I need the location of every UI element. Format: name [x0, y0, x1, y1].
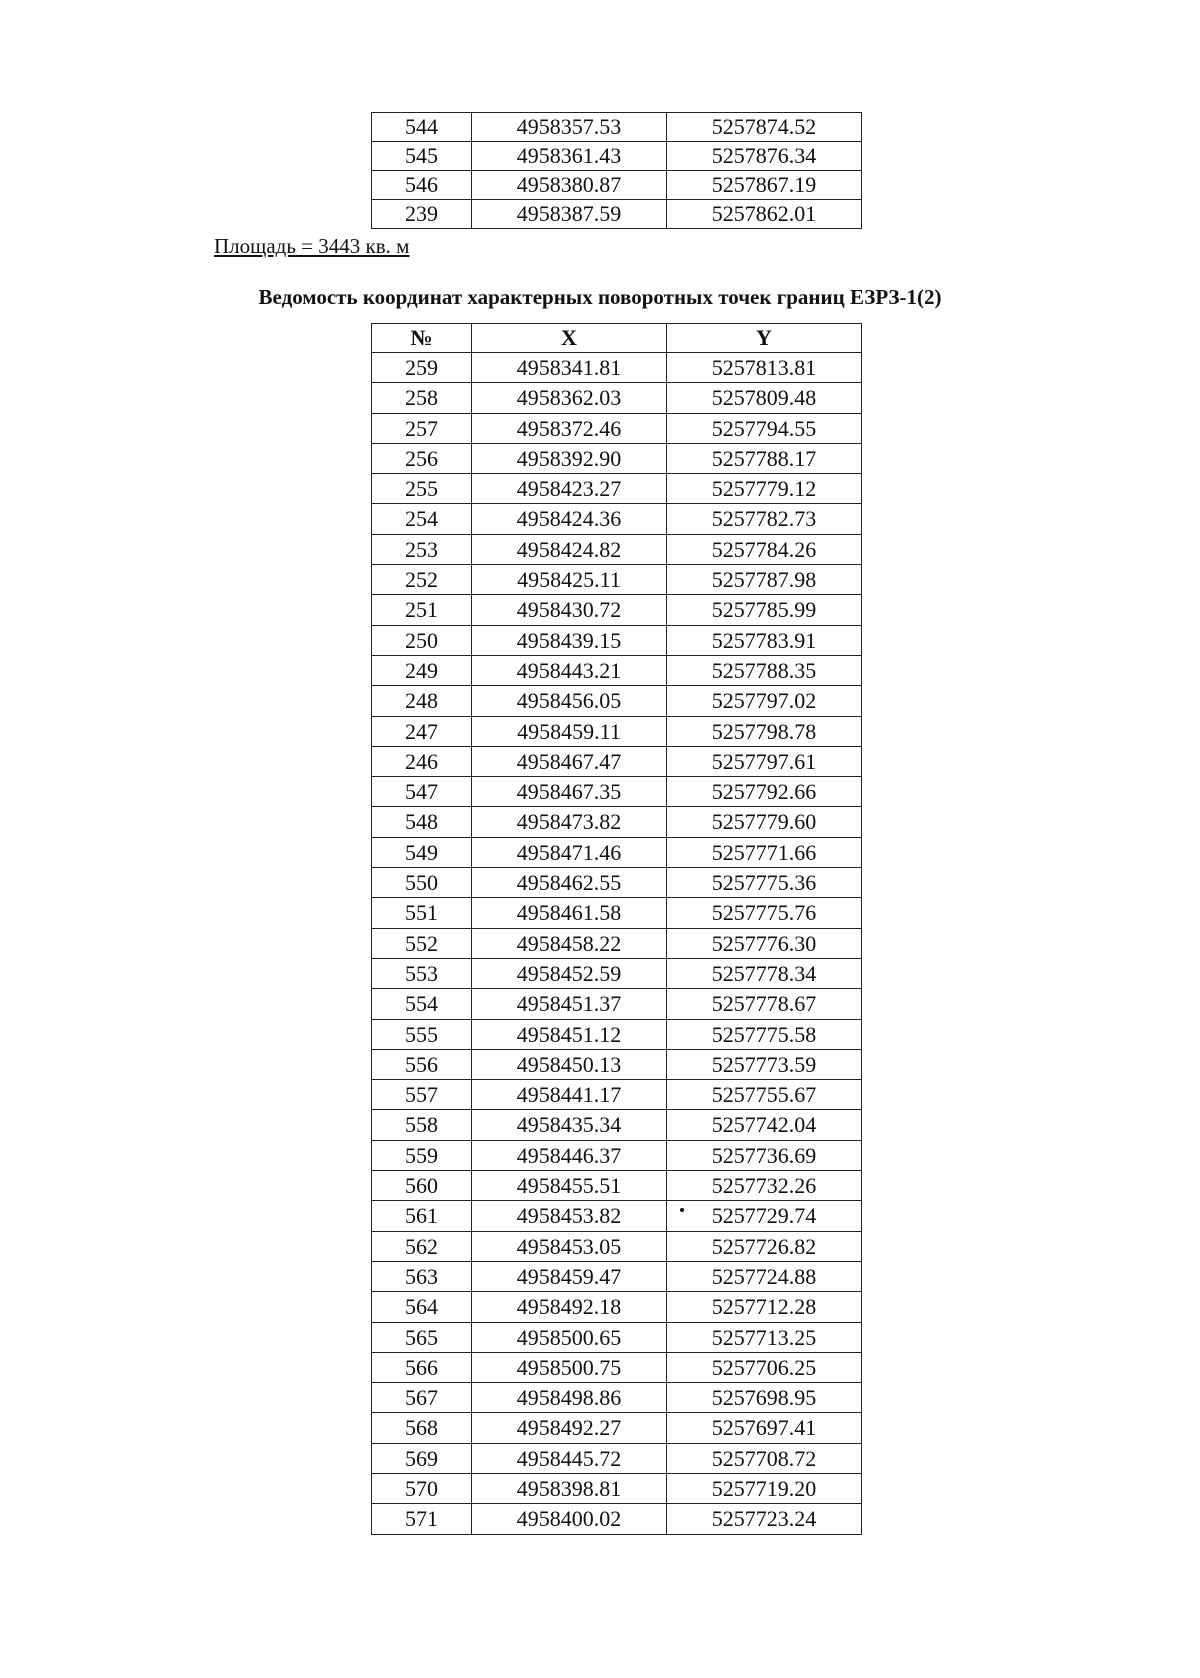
table-row: [372, 625, 862, 655]
table-row: [372, 1413, 862, 1443]
table-row: [372, 142, 862, 171]
y-coordinate-cell: 5257798.78: [667, 716, 862, 746]
y-coordinate-cell: 5257874.52: [667, 113, 862, 142]
table-row: [372, 716, 862, 746]
top-coordinates-table: [371, 112, 862, 229]
x-coordinate-cell: 4958452.59: [472, 958, 667, 988]
header-y: Y: [667, 324, 862, 353]
table-row: [372, 504, 862, 534]
x-coordinate-cell: 4958459.11: [472, 716, 667, 746]
y-coordinate-cell: 5257776.30: [667, 928, 862, 958]
x-coordinate-cell: 4958453.82: [472, 1201, 667, 1231]
y-coordinate-cell: 5257876.34: [667, 142, 862, 171]
point-number-cell: 251: [372, 595, 472, 625]
x-coordinate-cell: 4958500.65: [472, 1322, 667, 1352]
point-number-cell: 252: [372, 565, 472, 595]
x-coordinate-cell: 4958425.11: [472, 565, 667, 595]
x-coordinate-cell: 4958459.47: [472, 1261, 667, 1291]
y-coordinate-cell: 5257712.28: [667, 1292, 862, 1322]
point-number-cell: 256: [372, 443, 472, 473]
point-number-cell: 559: [372, 1140, 472, 1170]
y-coordinate-cell: 5257867.19: [667, 171, 862, 200]
table-row: [372, 1322, 862, 1352]
x-coordinate-cell: 4958380.87: [472, 171, 667, 200]
x-coordinate-cell: 4958492.18: [472, 1292, 667, 1322]
y-coordinate-cell: 5257723.24: [667, 1504, 862, 1534]
y-coordinate-cell: 5257779.12: [667, 474, 862, 504]
table-row: [372, 1140, 862, 1170]
y-coordinate-cell: 5257792.66: [667, 777, 862, 807]
point-number-cell: 566: [372, 1352, 472, 1382]
x-coordinate-cell: 4958467.47: [472, 746, 667, 776]
table-row: [372, 565, 862, 595]
y-coordinate-cell: 5257773.59: [667, 1049, 862, 1079]
point-number-cell: 558: [372, 1110, 472, 1140]
x-coordinate-cell: 4958456.05: [472, 686, 667, 716]
point-number-cell: 562: [372, 1231, 472, 1261]
y-coordinate-cell: 5257719.20: [667, 1473, 862, 1503]
point-number-cell: 571: [372, 1504, 472, 1534]
point-number-cell: 560: [372, 1171, 472, 1201]
point-number-cell: 569: [372, 1443, 472, 1473]
point-number-cell: 546: [372, 171, 472, 200]
point-number-cell: 554: [372, 989, 472, 1019]
section-title: Ведомость координат характерных поворотных точек границ ЕЗРЗ-1(2): [258, 285, 942, 309]
y-coordinate-cell: 5257724.88: [667, 1261, 862, 1291]
y-coordinate-cell: 5257809.48: [667, 383, 862, 413]
area-note: Площадь = 3443 кв. м: [214, 234, 410, 258]
table-row: [372, 958, 862, 988]
x-coordinate-cell: 4958492.27: [472, 1413, 667, 1443]
y-coordinate-cell: 5257726.82: [667, 1231, 862, 1261]
table-row: [372, 1443, 862, 1473]
y-coordinate-cell: 5257794.55: [667, 413, 862, 443]
table-row: [372, 746, 862, 776]
point-number-cell: 544: [372, 113, 472, 142]
main-coordinates-table: [371, 323, 862, 1535]
x-coordinate-cell: 4958450.13: [472, 1049, 667, 1079]
top-table-body: [372, 113, 862, 229]
point-number-cell: 567: [372, 1383, 472, 1413]
x-coordinate-cell: 4958398.81: [472, 1473, 667, 1503]
point-number-cell: 247: [372, 716, 472, 746]
x-coordinate-cell: 4958446.37: [472, 1140, 667, 1170]
table-row: [372, 1080, 862, 1110]
x-coordinate-cell: 4958424.36: [472, 504, 667, 534]
point-number-cell: 565: [372, 1322, 472, 1352]
y-coordinate-cell: 5257778.34: [667, 958, 862, 988]
y-coordinate-cell: 5257698.95: [667, 1383, 862, 1413]
table-row: [372, 1383, 862, 1413]
point-number-cell: 568: [372, 1413, 472, 1443]
table-row: [372, 1201, 862, 1231]
table-row: [372, 686, 862, 716]
point-number-cell: 552: [372, 928, 472, 958]
header-x: X: [472, 324, 667, 353]
x-coordinate-cell: 4958451.12: [472, 1019, 667, 1049]
y-coordinate-cell: 5257813.81: [667, 353, 862, 383]
point-number-cell: 548: [372, 807, 472, 837]
x-coordinate-cell: 4958441.17: [472, 1080, 667, 1110]
x-coordinate-cell: 4958361.43: [472, 142, 667, 171]
table-row: [372, 807, 862, 837]
table-row: [372, 474, 862, 504]
table-row: [372, 443, 862, 473]
x-coordinate-cell: 4958455.51: [472, 1171, 667, 1201]
y-coordinate-cell: 5257782.73: [667, 504, 862, 534]
y-coordinate-cell: 5257783.91: [667, 625, 862, 655]
point-number-cell: 255: [372, 474, 472, 504]
y-coordinate-cell: 5257742.04: [667, 1110, 862, 1140]
point-number-cell: 556: [372, 1049, 472, 1079]
header-row: [372, 324, 862, 353]
table-row: [372, 413, 862, 443]
table-row: [372, 655, 862, 685]
table-row: [372, 595, 862, 625]
y-coordinate-cell: 5257788.35: [667, 655, 862, 685]
x-coordinate-cell: 4958387.59: [472, 200, 667, 229]
x-coordinate-cell: 4958372.46: [472, 413, 667, 443]
point-number-cell: 248: [372, 686, 472, 716]
table-row: [372, 113, 862, 142]
x-coordinate-cell: 4958453.05: [472, 1231, 667, 1261]
table-row: [372, 868, 862, 898]
x-coordinate-cell: 4958443.21: [472, 655, 667, 685]
x-coordinate-cell: 4958498.86: [472, 1383, 667, 1413]
table-row: [372, 1231, 862, 1261]
point-number-cell: 570: [372, 1473, 472, 1503]
table-row: [372, 1110, 862, 1140]
x-coordinate-cell: 4958461.58: [472, 898, 667, 928]
x-coordinate-cell: 4958467.35: [472, 777, 667, 807]
table-row: [372, 353, 862, 383]
y-coordinate-cell: 5257784.26: [667, 534, 862, 564]
header-number: №: [372, 324, 472, 353]
y-coordinate-cell: 5257732.26: [667, 1171, 862, 1201]
y-coordinate-cell: 5257785.99: [667, 595, 862, 625]
main-table-body: [372, 353, 862, 1535]
table-row: [372, 1049, 862, 1079]
point-number-cell: 553: [372, 958, 472, 988]
table-row: [372, 171, 862, 200]
y-coordinate-cell: 5257862.01: [667, 200, 862, 229]
x-coordinate-cell: 4958423.27: [472, 474, 667, 504]
point-number-cell: 551: [372, 898, 472, 928]
table-row: [372, 383, 862, 413]
y-coordinate-cell: 5257779.60: [667, 807, 862, 837]
y-coordinate-cell: 5257775.58: [667, 1019, 862, 1049]
x-coordinate-cell: 4958462.55: [472, 868, 667, 898]
x-coordinate-cell: 4958473.82: [472, 807, 667, 837]
y-coordinate-cell: 5257736.69: [667, 1140, 862, 1170]
table-row: [372, 1352, 862, 1382]
point-number-cell: 563: [372, 1261, 472, 1291]
table-row: [372, 1019, 862, 1049]
x-coordinate-cell: 4958445.72: [472, 1443, 667, 1473]
y-coordinate-cell: 5257755.67: [667, 1080, 862, 1110]
y-coordinate-cell: 5257797.02: [667, 686, 862, 716]
y-coordinate-cell: 5257713.25: [667, 1322, 862, 1352]
table-row: [372, 1473, 862, 1503]
table-row: [372, 534, 862, 564]
y-coordinate-cell: 5257778.67: [667, 989, 862, 1019]
point-number-cell: 239: [372, 200, 472, 229]
table-row: [372, 989, 862, 1019]
y-coordinate-cell: 5257787.98: [667, 565, 862, 595]
y-coordinate-cell: 5257708.72: [667, 1443, 862, 1473]
x-coordinate-cell: 4958362.03: [472, 383, 667, 413]
x-coordinate-cell: 4958435.34: [472, 1110, 667, 1140]
x-coordinate-cell: 4958458.22: [472, 928, 667, 958]
y-coordinate-cell: 5257788.17: [667, 443, 862, 473]
point-number-cell: 250: [372, 625, 472, 655]
x-coordinate-cell: 4958424.82: [472, 534, 667, 564]
point-number-cell: 257: [372, 413, 472, 443]
point-number-cell: 545: [372, 142, 472, 171]
x-coordinate-cell: 4958471.46: [472, 837, 667, 867]
y-coordinate-cell: 5257729.74: [667, 1201, 862, 1231]
point-number-cell: 547: [372, 777, 472, 807]
x-coordinate-cell: 4958430.72: [472, 595, 667, 625]
table-row: [372, 1171, 862, 1201]
point-number-cell: 564: [372, 1292, 472, 1322]
table-row: [372, 1504, 862, 1534]
x-coordinate-cell: 4958500.75: [472, 1352, 667, 1382]
point-number-cell: 550: [372, 868, 472, 898]
x-coordinate-cell: 4958357.53: [472, 113, 667, 142]
x-coordinate-cell: 4958400.02: [472, 1504, 667, 1534]
x-coordinate-cell: 4958341.81: [472, 353, 667, 383]
table-row: [372, 837, 862, 867]
point-number-cell: 249: [372, 655, 472, 685]
point-number-cell: 549: [372, 837, 472, 867]
point-number-cell: 555: [372, 1019, 472, 1049]
y-coordinate-cell: 5257775.76: [667, 898, 862, 928]
table-row: [372, 898, 862, 928]
table-row: [372, 1292, 862, 1322]
y-coordinate-cell: 5257797.61: [667, 746, 862, 776]
point-number-cell: 254: [372, 504, 472, 534]
point-number-cell: 258: [372, 383, 472, 413]
stray-dot-mark: [680, 1208, 684, 1212]
point-number-cell: 259: [372, 353, 472, 383]
x-coordinate-cell: 4958439.15: [472, 625, 667, 655]
point-number-cell: 557: [372, 1080, 472, 1110]
y-coordinate-cell: 5257771.66: [667, 837, 862, 867]
point-number-cell: 561: [372, 1201, 472, 1231]
y-coordinate-cell: 5257706.25: [667, 1352, 862, 1382]
y-coordinate-cell: 5257697.41: [667, 1413, 862, 1443]
point-number-cell: 246: [372, 746, 472, 776]
table-row: [372, 928, 862, 958]
y-coordinate-cell: 5257775.36: [667, 868, 862, 898]
x-coordinate-cell: 4958392.90: [472, 443, 667, 473]
x-coordinate-cell: 4958451.37: [472, 989, 667, 1019]
table-row: [372, 1261, 862, 1291]
table-row: [372, 777, 862, 807]
point-number-cell: 253: [372, 534, 472, 564]
table-row: [372, 200, 862, 229]
